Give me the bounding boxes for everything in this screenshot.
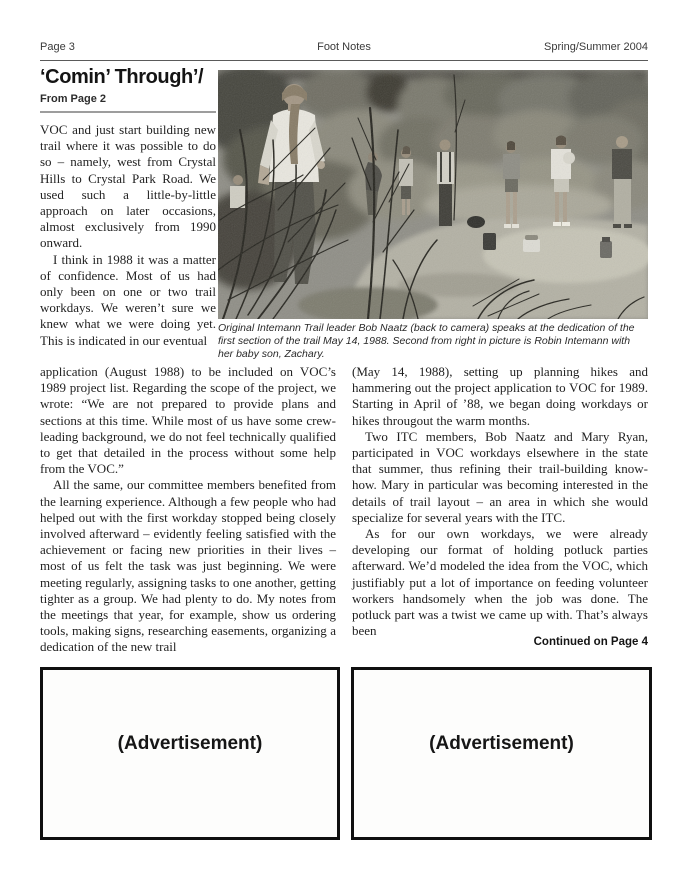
- left-column: [40, 364, 336, 656]
- issue-label: Spring/Summer 2004: [544, 41, 648, 53]
- article-headline: ‘Comin’ Through’/: [40, 66, 204, 88]
- from-page-note: From Page 2: [40, 93, 107, 105]
- advertisement-box-left: [40, 667, 340, 840]
- body-paragraph: application (August 1988) to be included on VOC’s 1989 project list. Regarding the scope of the project, we wrote: “We are not prepared to provide plans and sections at this time. While most of us have some crew-leading background, we do not feel technically qualified to get that detailed in the process without some help from the VOC.”: [40, 364, 336, 477]
- headline-rule: [40, 111, 216, 113]
- body-paragraph: All the same, our committee members benefited from the learning experience. Although a few people who had helped out with the first workday stopped being closely involved afterward – evidently feeling satisfied with the achievement or facing new priorities in their lives – most of us felt the task was just beginning. We were meeting regularly, assigning tasks to one another, getting tighter as a group. We had plenty to do. My notes from the meetings that year, for example, show us ordering tools, making signs, researching easements, organizing a dedication of the new trail: [40, 477, 336, 655]
- body-paragraph: VOC and just start building new trail where it was possible to do so – namely, west from Crystal Hills to Crystal Park Road. We used such a little-by-little approach on later occasions, almost exclusively from 1990 onward.: [40, 122, 216, 251]
- body-paragraph: I think in 1988 it was a matter of confidence. Most of us had only been on one or two trail workdays. We weren’t sure we knew what we were doing yet. This is indicated in our eventual: [40, 251, 216, 348]
- advertisement-label: (Advertisement): [117, 732, 263, 754]
- article-photo: [218, 70, 648, 319]
- body-paragraph: (May 14, 1988), setting up planning hikes and hammering out the project application to VOC for 1989. Starting in April of ’88, we began doing workdays or hikes througout the warm months.: [352, 364, 648, 428]
- right-column: [352, 364, 648, 639]
- running-header: [40, 41, 648, 53]
- header-rule: [40, 60, 648, 61]
- narrow-column: [40, 122, 216, 349]
- body-paragraph: As for our own workdays, we were already developing our format of holding potluck parties afterward. We’d modeled the idea from the VOC, which justifiably put a lot of importance on feeding volunteer workers handsomely when the job was done. The potluck part was a twist we came up with. That’s always been: [352, 526, 648, 639]
- page-number-label: Page 3: [40, 41, 75, 53]
- advertisement-box-right: [351, 667, 652, 840]
- body-paragraph: Two ITC members, Bob Naatz and Mary Ryan, participated in VOC workdays elsewhere in the state that summer, thus refining their trail-building know-how. Mary in particular was becoming interested in the details of trail layout – an area in which she would specialize for several years with the ITC.: [352, 428, 648, 525]
- photo-caption: Original Intemann Trail leader Bob Naatz (back to camera) speaks at the dedication of the first section of the trail May 14, 1988. Second from right in picture is Robin Intemann with her baby son, Zachary.: [218, 322, 635, 360]
- continued-note: Continued on Page 4: [533, 636, 648, 648]
- advertisement-label: (Advertisement): [429, 732, 574, 754]
- newsletter-title: Foot Notes: [317, 41, 371, 53]
- trail-dedication-photo-illustration: [218, 70, 648, 319]
